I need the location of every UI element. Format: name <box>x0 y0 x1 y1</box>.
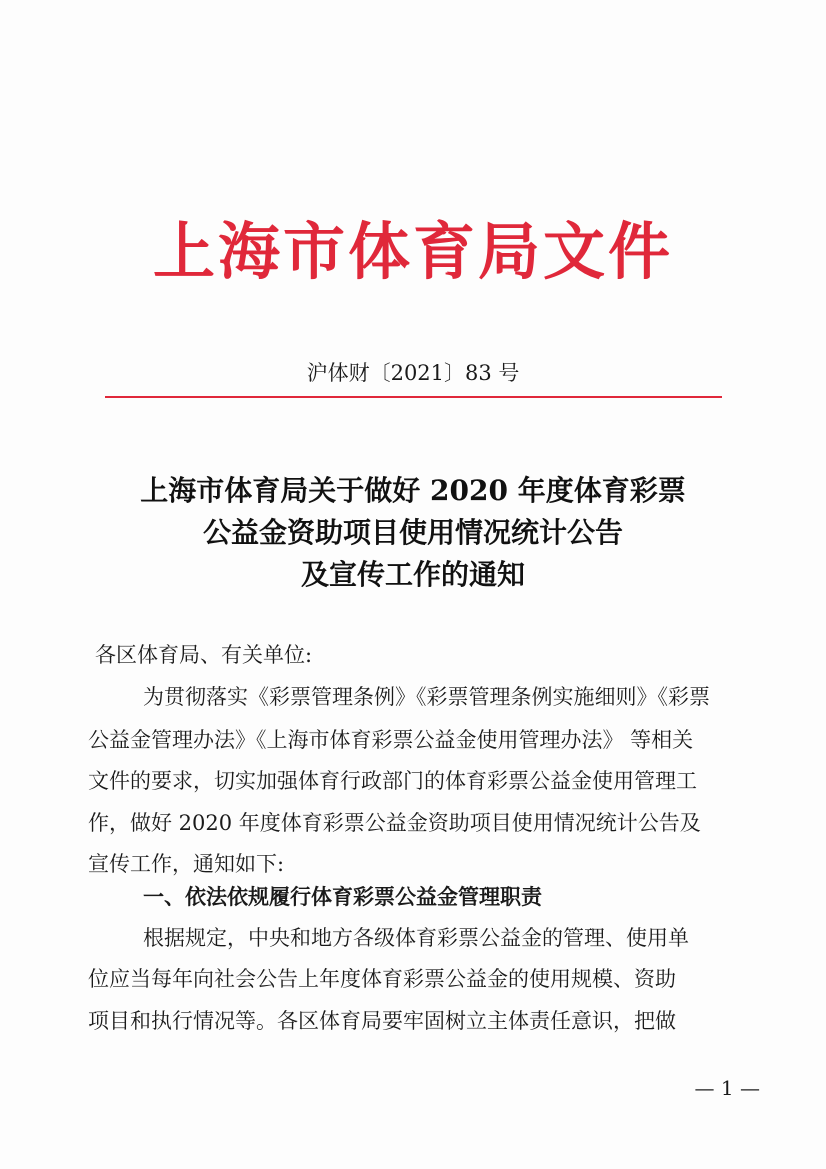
notice-title <box>0 470 826 596</box>
intro-line-1: 为贯彻落实《彩票管理条例》《彩票管理条例实施细则》《彩票 <box>143 685 710 709</box>
notice-title-line-3: 及宣传工作的通知 <box>300 558 525 591</box>
intro-line-4: 作，做好 2020 年度体育彩票公益金资助项目使用情况统计公告及 <box>88 811 701 835</box>
addressee: 各区体育局、有关单位: <box>95 643 313 667</box>
intro-line-5: 宣传工作，通知如下: <box>88 852 285 876</box>
section-1-heading: 一、依法依规履行体育彩票公益金管理职责 <box>143 884 542 909</box>
notice-title-line-1: 上海市体育局关于做好 2020 年度体育彩票 <box>140 474 686 507</box>
issuing-agency-title: 上海市体育局文件 <box>152 215 673 288</box>
document-number: 沪体财〔2021〕83 号 <box>306 361 520 385</box>
intro-line-3: 文件的要求，切实加强体育行政部门的体育彩票公益金使用管理工 <box>88 769 697 793</box>
notice-title-line-2: 公益金资助项目使用情况统计公告 <box>202 516 623 549</box>
page-number: — 1 — <box>694 1076 760 1100</box>
section-1-line-2: 位应当每年向社会公告上年度体育彩票公益金的使用规模、资助 <box>88 967 676 991</box>
intro-line-2: 公益金管理办法》《上海市体育彩票公益金使用管理办法》 等相关 <box>88 728 694 752</box>
section-1-line-1: 根据规定，中央和地方各级体育彩票公益金的管理、使用单 <box>143 926 689 950</box>
red-divider-line <box>105 396 722 398</box>
section-1-line-3: 项目和执行情况等。各区体育局要牢固树立主体责任意识，把做 <box>88 1009 676 1033</box>
